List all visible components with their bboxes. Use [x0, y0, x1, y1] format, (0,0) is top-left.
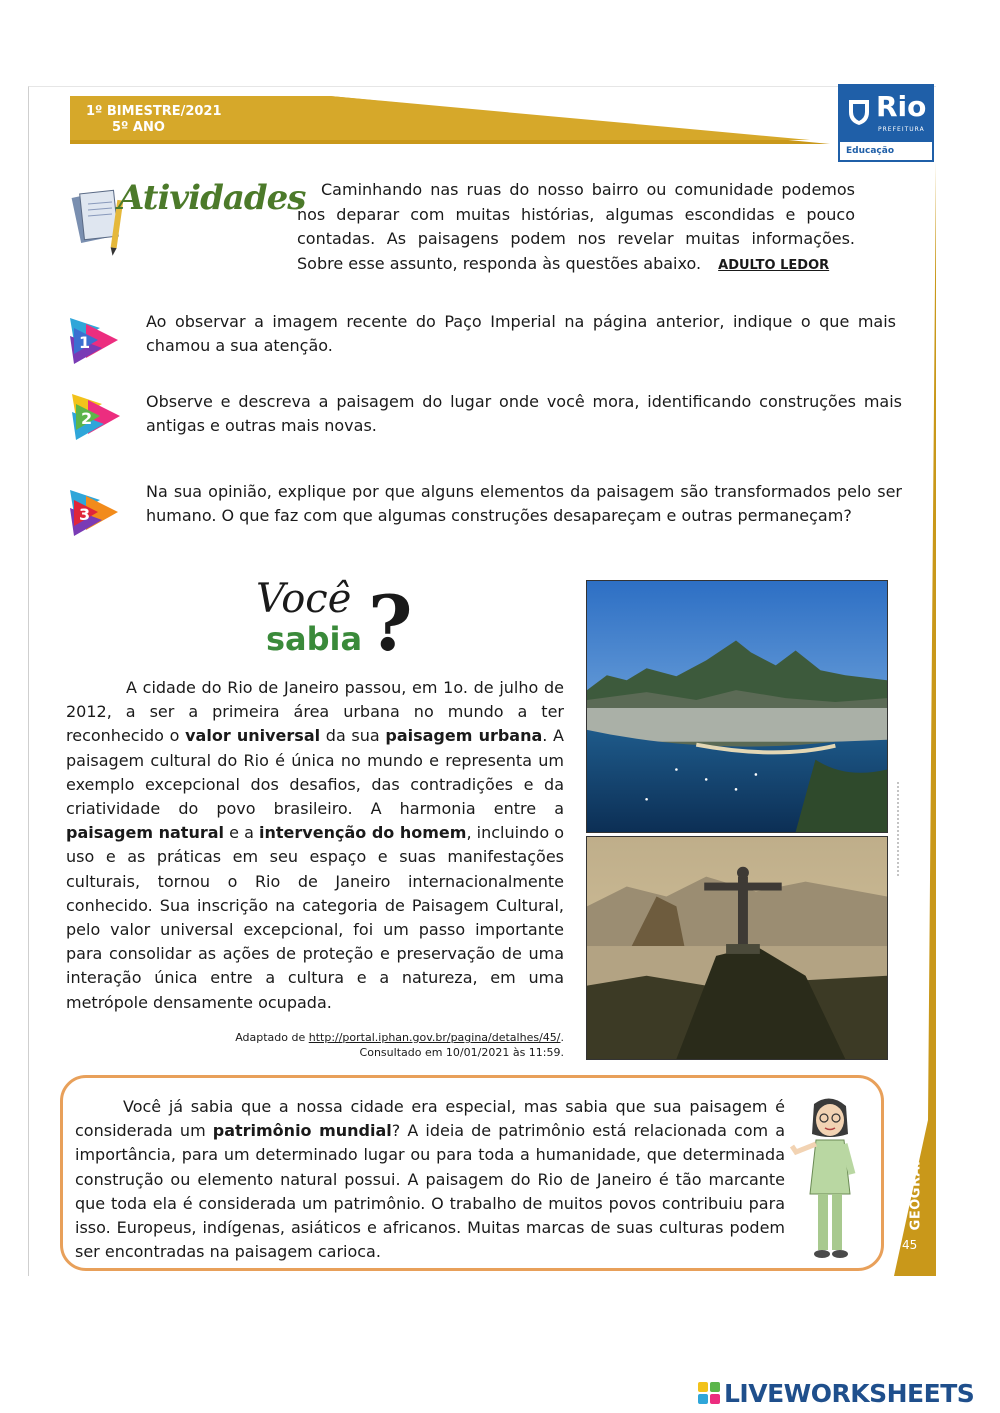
question-1: Ao observar a imagem recente do Paço Imperial na página anterior, indique o que mais chamou a sua atenção. [146, 312, 896, 355]
question-number-1-icon [66, 312, 122, 368]
question-number-1: 1 [79, 333, 91, 352]
subject-label [890, 1140, 942, 1230]
page-number: 45 [902, 1238, 918, 1252]
logo-department: Educação [846, 146, 894, 156]
question-number-2-icon [68, 388, 124, 444]
term-label: 1º BIMESTRE/2021 [86, 104, 222, 119]
side-band [892, 160, 938, 1276]
did-you-know-word1: Você [256, 576, 352, 622]
article-part: , incluindo o uso e as práticas em seu espaço e suas manifestações culturais, tornou o Rio de Janeiro internacionalmente conhecido. Sua inscrição na categoria de Paisagem Cultural, pelo valor universal excepcional, foi um passo importante para consolidar as ações de proteção e preservação de uma interação única entre a cultura e a natureza, em uma metrópole densamente ocupada. [66, 823, 565, 1012]
grade-label: 5º ANO [112, 120, 165, 135]
question-mark-icon: ? [368, 579, 413, 658]
activities-intro [297, 178, 855, 278]
did-you-know-word2: sabia [266, 620, 363, 658]
liveworksheets-logo [698, 1378, 974, 1408]
liveworksheets-text: LIVEWORKSHEETS [724, 1378, 975, 1408]
article-part: A cidade do Rio de Janeiro passou, em 1o. de julho de 2012, a ser a primeira área urbana no mundo a ter reconhecido o [66, 678, 564, 746]
source-link[interactable]: http://portal.iphan.gov.br/pagina/detalhes/45/ [308, 1031, 561, 1044]
callout-part: ? A ideia de patrimônio está relacionada com a importância, para um determinado lugar ou para toda a humanidade, que determinada construção ou elemento natural possui. A paisagem do Rio de Janeiro é tão marcante que toda ela é considerada um patrimônio. O trabalho de muitos povos contribuiu para isso. Europeus, indígenas, asiáticos e africanos. Muitas marcas de suas culturas podem ser encontradas na paisagem carioca. [75, 1121, 786, 1262]
question-2: Observe e descreva a paisagem do lugar onde você mora, identificando construções mais antigas e outras mais novas. [146, 392, 902, 435]
rio-prefeitura-logo [838, 84, 934, 162]
logo-word: Rio [876, 90, 927, 123]
callout-bold: patrimônio mundial [212, 1121, 392, 1141]
christ-redeemer-photo [586, 836, 888, 1060]
article-part: e a [224, 823, 260, 843]
callout-text [75, 1095, 785, 1264]
source-citation [200, 1030, 564, 1060]
rio-aerial-photo [586, 580, 888, 833]
did-you-know-text [66, 676, 564, 1015]
did-you-know-title [254, 570, 418, 658]
photo-credit-mark [893, 780, 903, 880]
intro-text: Caminhando nas ruas do nosso bairro ou comunidade podemos nos deparar com muitas histórias, algumas escondidas e pouco contadas. As paisagens podem nos revelar muitas informações. Sobre esse assunto, responda às questões abaixo. [297, 180, 855, 273]
logo-subtitle: PREFEITURA [878, 126, 925, 133]
question-number-3: 3 [79, 505, 91, 524]
article-part: . A paisagem cultural do Rio é única no mundo e representa um exemplo excepcional dos desafios, das contradições e da criatividade do povo brasileiro. A harmonia entre a [66, 726, 565, 819]
consulted-date: Consultado em 10/01/2021 às 11:59. [359, 1046, 564, 1059]
article-part: da sua [320, 726, 386, 746]
source-suffix: . [560, 1031, 564, 1044]
reader-tag: ADULTO LEDOR [718, 257, 830, 273]
article-bold: paisagem urbana [385, 726, 543, 746]
teacher-illustration [790, 1094, 870, 1264]
callout-part: Você já sabia que a nossa cidade era especial, mas sabia que sua paisagem é considerada um [75, 1097, 785, 1141]
liveworksheets-mark-icon [698, 1382, 720, 1404]
subject-text: GEOGRAFIA [908, 1140, 924, 1230]
article-bold: intervenção do homem [259, 823, 467, 843]
header-text [86, 104, 222, 136]
crest-icon [846, 96, 872, 126]
source-prefix: Adaptado de [235, 1031, 309, 1044]
question-number-2: 2 [81, 409, 93, 428]
activities-title: Atividades [118, 178, 306, 218]
article-bold: valor universal [185, 726, 321, 746]
question-3: Na sua opinião, explique por que alguns elementos da paisagem são transformados pelo ser humano. O que faz com que algumas construções desapareçam e outras permaneçam? [146, 482, 902, 525]
question-number-3-icon [66, 484, 122, 540]
article-bold: paisagem natural [66, 823, 225, 843]
